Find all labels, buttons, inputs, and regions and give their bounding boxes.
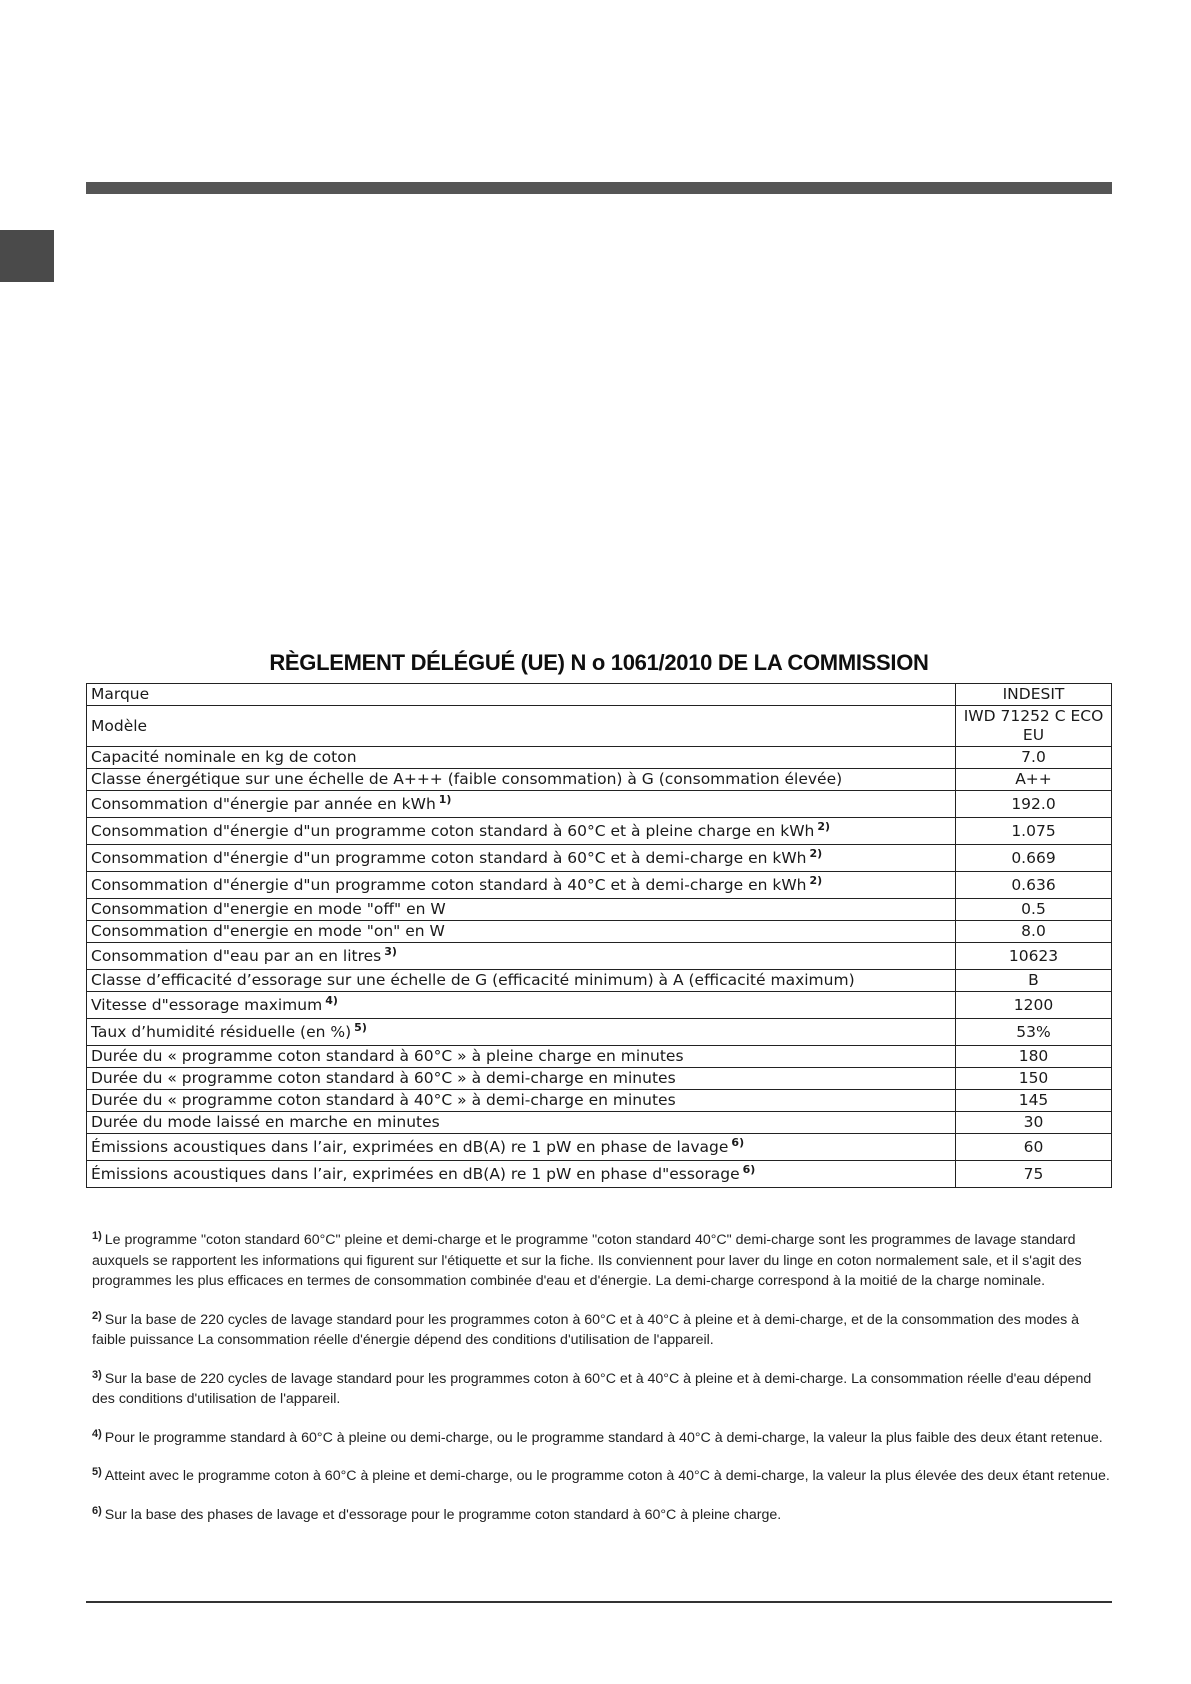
footnote	[92, 1369, 1110, 1410]
footnote-number: 1)	[92, 1230, 102, 1242]
table-row	[87, 706, 1112, 747]
row-value: B	[956, 970, 1112, 992]
table-row	[87, 899, 1112, 921]
row-value: IWD 71252 C ECO EU	[956, 706, 1112, 747]
row-label: Consommation d"énergie par année en kWh $^{1)}$	[87, 791, 956, 818]
footnote-number: 6)	[92, 1504, 102, 1517]
row-value: 10623	[956, 943, 1112, 970]
row-label: Modèle	[87, 706, 956, 747]
footnote-ref: 6)	[731, 1135, 745, 1149]
footnote-ref: 2)	[817, 819, 831, 833]
footnote	[92, 1466, 1110, 1487]
row-value: 8.0	[956, 921, 1112, 943]
table-row	[87, 845, 1112, 872]
footnote-number: 4)	[92, 1427, 102, 1440]
footnote-number: 2)	[92, 1309, 102, 1322]
footnote-ref: 6)	[742, 1162, 756, 1176]
footnote-number: 3)	[92, 1368, 102, 1381]
table-row	[87, 1161, 1112, 1188]
bottom-divider	[86, 1601, 1112, 1603]
row-value: 150	[956, 1068, 1112, 1090]
row-label: Vitesse d"essorage maximum $^{4)}$	[87, 992, 956, 1019]
row-value: 0.669	[956, 845, 1112, 872]
row-value: 53%	[956, 1019, 1112, 1046]
table-row	[87, 970, 1112, 992]
table-row	[87, 1068, 1112, 1090]
row-value: 145	[956, 1090, 1112, 1112]
row-label: Consommation d"énergie d"un programme coton standard à 60°C et à pleine charge en kWh $^{2)}$	[87, 818, 956, 845]
row-label: Consommation d"energie en mode "on" en W	[87, 921, 956, 943]
row-value: A++	[956, 769, 1112, 791]
row-label: Consommation d"énergie d"un programme coton standard à 40°C et à demi-charge en kWh $^{2)}$	[87, 872, 956, 899]
row-value: 1.075	[956, 818, 1112, 845]
table-row	[87, 818, 1112, 845]
footnote-text: Sur la base des phases de lavage et d'essorage pour le programme coton standard à 60°C à pleine charge.	[104, 1506, 782, 1523]
footnote	[92, 1310, 1110, 1351]
table-row	[87, 992, 1112, 1019]
row-value: 0.636	[956, 872, 1112, 899]
row-label: Durée du « programme coton standard à 60°C » à pleine charge en minutes	[87, 1046, 956, 1068]
row-label: Capacité nominale en kg de coton	[87, 747, 956, 769]
row-label: Durée du mode laissé en marche en minutes	[87, 1112, 956, 1134]
row-label: Émissions acoustiques dans l’air, exprimées en dB(A) re 1 pW en phase d"essorage $^{6)}$	[87, 1161, 956, 1188]
row-label: Classe énergétique sur une échelle de A+++ (faible consommation) à G (consommation élevée)	[87, 769, 956, 791]
footnote-text: Le programme "coton standard 60°C" pleine et demi-charge et le programme "coton standard 40°C" demi-charge sont les programmes de lavage standard auxquels se rapportent les informations qui figurent sur l'étiquette et sur la fiche. Ils conviennent pour laver du linge en coton normalement sale, et il s'agit des programmes les plus efficaces en termes de consommation combinée d'eau et d'énergie. La demi-charge correspond à la moitié de la charge nominale.	[92, 1232, 1082, 1289]
table-row	[87, 1090, 1112, 1112]
footnotes-section	[92, 1230, 1110, 1543]
row-label: Durée du « programme coton standard à 40°C » à demi-charge en minutes	[87, 1090, 956, 1112]
row-label: Émissions acoustiques dans l’air, exprimées en dB(A) re 1 pW en phase de lavage $^{6)}$	[87, 1134, 956, 1161]
row-value: 180	[956, 1046, 1112, 1068]
table-row	[87, 1134, 1112, 1161]
footnote-text: Atteint avec le programme coton à 60°C à pleine et demi-charge, ou le programme coton à 40°C à demi-charge, la valeur la plus élevée des deux étant retenue.	[104, 1468, 1110, 1484]
table-row	[87, 684, 1112, 706]
footnote-ref: 2)	[809, 873, 823, 887]
footnote-ref: 5)	[354, 1020, 367, 1034]
footnote-text: Pour le programme standard à 60°C à pleine ou demi-charge, ou le programme standard à 40°C à demi-charge, la valeur la plus faible des deux étant retenue.	[104, 1429, 1103, 1446]
row-value: INDESIT	[956, 684, 1112, 706]
footnote-ref: 2)	[809, 846, 823, 860]
table-row	[87, 872, 1112, 899]
footnote-ref: 3)	[384, 944, 397, 958]
table-row	[87, 769, 1112, 791]
table-row	[87, 747, 1112, 769]
page-side-tab	[0, 230, 54, 282]
row-value: 30	[956, 1112, 1112, 1134]
footnote-ref: 1)	[438, 792, 452, 806]
footnote	[92, 1428, 1110, 1449]
row-value: 1200	[956, 992, 1112, 1019]
row-label: Marque	[87, 684, 956, 706]
table-row	[87, 1046, 1112, 1068]
footnote	[92, 1505, 1110, 1526]
table-row	[87, 943, 1112, 970]
row-label: Durée du « programme coton standard à 60°C » à demi-charge en minutes	[87, 1068, 956, 1090]
row-value: 192.0	[956, 791, 1112, 818]
footnote-number: 5)	[92, 1466, 102, 1478]
row-label: Taux d’humidité résiduelle (en %) $^{5)}$	[87, 1019, 956, 1046]
row-label: Consommation d"eau par an en litres $^{3)}$	[87, 943, 956, 970]
table-row	[87, 921, 1112, 943]
row-value: 75	[956, 1161, 1112, 1188]
row-label: Classe d’efficacité d’essorage sur une échelle de G (efficacité minimum) à A (efficacité maximum)	[87, 970, 956, 992]
regulation-title: RÈGLEMENT DÉLÉGUÉ (UE) N o 1061/2010 DE LA COMMISSION	[269, 650, 929, 675]
footnote-text: Sur la base de 220 cycles de lavage standard pour les programmes coton à 60°C et à 40°C à pleine et à demi-charge. La consommation réelle d'eau dépend des conditions d'utilisation de l'appareil.	[92, 1370, 1092, 1407]
spec-table	[86, 683, 1112, 1188]
footnote-text: Sur la base de 220 cycles de lavage standard pour les programmes coton à 60°C et à 40°C à pleine et à demi-charge, et de la consommation des modes à faible puissance La consommation réelle d'énergie dépend des conditions d'utilisation de l'appareil.	[92, 1311, 1080, 1348]
footnote-ref: 4)	[325, 993, 338, 1007]
row-value: 0.5	[956, 899, 1112, 921]
row-label: Consommation d"energie en mode "off" en W	[87, 899, 956, 921]
footnote	[92, 1230, 1110, 1292]
row-label: Consommation d"énergie d"un programme coton standard à 60°C et à demi-charge en kWh $^{2)}$	[87, 845, 956, 872]
table-row	[87, 1112, 1112, 1134]
top-divider	[86, 182, 1112, 194]
table-row	[87, 1019, 1112, 1046]
row-value: 60	[956, 1134, 1112, 1161]
table-row	[87, 791, 1112, 818]
row-value: 7.0	[956, 747, 1112, 769]
